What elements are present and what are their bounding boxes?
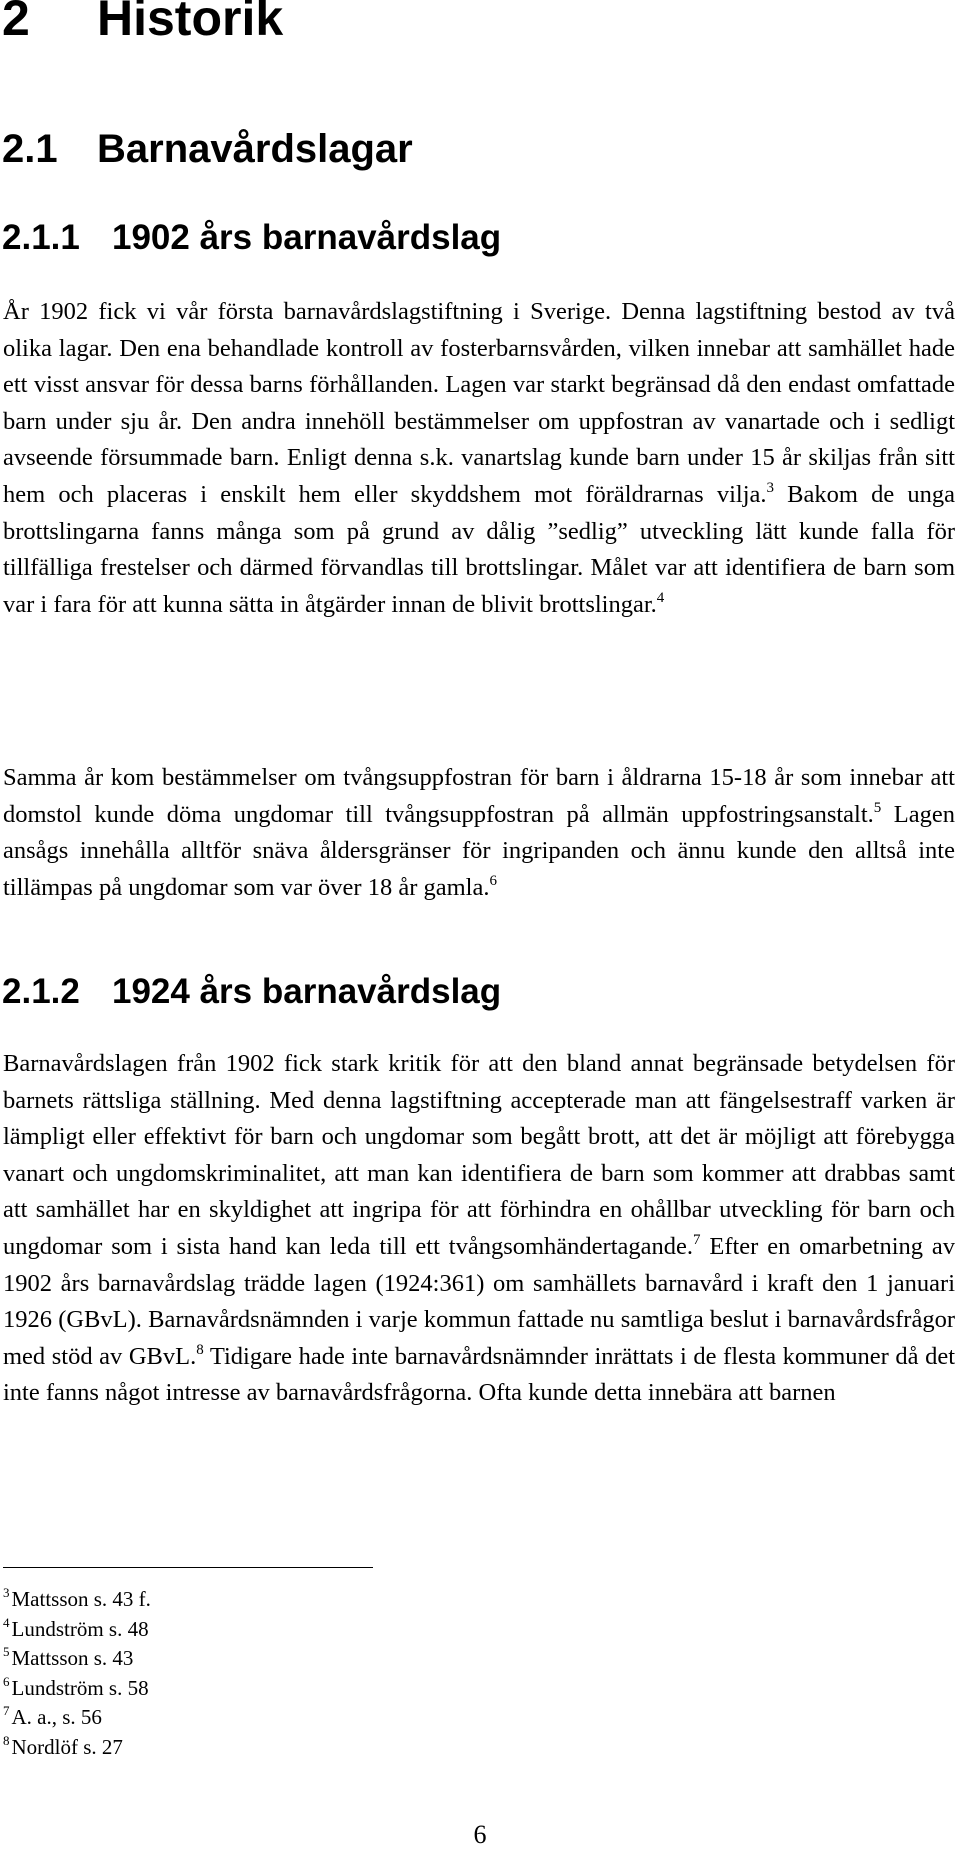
footnote-item xyxy=(3,1703,151,1733)
subsection-heading-1902 xyxy=(2,216,501,260)
footnote-ref[interactable]: 3 xyxy=(766,479,775,496)
footnote-mark: 5 xyxy=(3,1644,10,1660)
paragraph-compulsory-upbringing xyxy=(3,760,955,906)
footnote-ref[interactable]: 5 xyxy=(873,799,882,816)
footnote-mark: 4 xyxy=(3,1614,10,1630)
paragraph-text: Tidigare hade inte barnavårdsnämnder inrättats i de flesta kommuner då det inte fanns något intresse av barnavårdsfrågorna. Ofta kunde detta innebära att barnen xyxy=(3,1342,956,1407)
section-title: Barnavårdslagar xyxy=(97,127,413,171)
footnote-text: Nordlöf s. 27 xyxy=(11,1734,123,1759)
paragraph-text: Bakom de unga brottslingarna fanns många som på grund av dålig ”sedlig” utveckling lätt kunde falla för tillfälliga frestelser och därmed förvandlas till brottslingar. Målet var att identifiera de barn som var i fara för att kunna sätta in åtgärder innan de blivit brottslingar. xyxy=(3,480,955,618)
paragraph-text: Barnavårdslagen från 1902 fick stark kritik för att den bland annat begränsade betydelsen för barnets rättsliga ställning. Med denna lagstiftning accepterade man att fängelsestraff varken är lämpligt eller effektivt för barn och ungdomar som begått brott, att det är möjligt att förebygga vanart och ungdomskriminalitet, att man kan identifiera de barn som kommer att drabbas samt att samhället har en skyldighet att ingripa för att förhindra en ohållbar utveckling för barn och ungdomar som i sista hand kan leda till ett tvångsomhändertagande. xyxy=(3,1050,955,1260)
footnote-item xyxy=(3,1674,151,1704)
footnote-mark: 6 xyxy=(3,1673,10,1689)
footnote-item xyxy=(3,1733,151,1763)
chapter-number: 2 xyxy=(2,0,30,46)
paragraph-text: Samma år kom bestämmelser om tvångsuppfostran för barn i åldrarna 15-18 år som innebar att domstol kunde döma ungdomar till tvångsuppfostran på allmän uppfostringsanstalt. xyxy=(3,764,955,828)
footnote-mark: 7 xyxy=(3,1703,10,1719)
footnote-separator xyxy=(3,1567,373,1568)
subsection-title: 1924 års barnavårdslag xyxy=(112,972,502,1011)
paragraph-1902-law xyxy=(3,294,955,623)
footnote-text: Mattsson s. 43 f. xyxy=(11,1587,151,1611)
chapter-heading xyxy=(2,0,283,48)
footnote-text: Mattsson s. 43 xyxy=(11,1646,134,1671)
footnote-text: A. a., s. 56 xyxy=(11,1705,102,1730)
footnotes-list xyxy=(3,1585,151,1763)
paragraph-text: Efter en omarbetning av 1902 års barnavårdslag trädde lagen (1924:361) om samhällets barnavård i kraft den 1 januari 1926 (GBvL). Barnavårdsnämnden i varje kommun fattade nu samtliga beslut i barnavårdsfrågor med stöd av GBvL. xyxy=(3,1232,955,1370)
footnote-item xyxy=(3,1644,151,1674)
footnote-ref[interactable]: 6 xyxy=(489,872,497,889)
subsection-number: 2.1.1 xyxy=(2,218,80,257)
subsection-heading-1924 xyxy=(2,970,501,1014)
subsection-title: 1902 års barnavårdslag xyxy=(112,218,502,257)
page-number: 6 xyxy=(473,1820,487,1849)
footnote-text: Lundström s. 48 xyxy=(11,1616,149,1641)
chapter-title: Historik xyxy=(97,0,284,46)
footnote-item xyxy=(3,1585,151,1615)
paragraph-text: År 1902 fick vi vår första barnavårdslagstiftning i Sverige. Denna lagstiftning bestod av två olika lagar. Den ena behandlade kontroll av fosterbarnsvården, vilken innebar att samhället hade ett visst ansvar för dessa barns förhållanden. Lagen var starkt begränsad då den endast omfattade barn under sju år. Den andra innehöll bestämmelser om uppfostran av vanartade och i sedligt avseende försummade barn. Enligt denna s.k. vanartslag kunde barn under 15 år skiljas från sitt hem och placeras i enskilt hem eller skyddshem mot föräldrarnas vilja. xyxy=(3,298,955,508)
footnote-text: Lundström s. 58 xyxy=(11,1675,149,1700)
paragraph-text: Lagen ansågs innehålla alltför snäva åldersgränser för ingripanden och ännu kunde den alltså inte tillämpas på ungdomar som var över 18 år gamla. xyxy=(3,800,955,901)
section-heading xyxy=(2,124,413,174)
paragraph-1924-law xyxy=(3,1046,955,1412)
section-number: 2.1 xyxy=(2,127,58,171)
footnote-mark: 8 xyxy=(3,1732,10,1748)
subsection-number: 2.1.2 xyxy=(2,972,80,1011)
footnote-ref[interactable]: 7 xyxy=(693,1231,701,1248)
footnote-mark: 3 xyxy=(3,1585,10,1600)
footnote-ref[interactable]: 4 xyxy=(656,589,665,606)
footnote-item xyxy=(3,1615,151,1645)
footnote-ref[interactable]: 8 xyxy=(196,1341,204,1358)
